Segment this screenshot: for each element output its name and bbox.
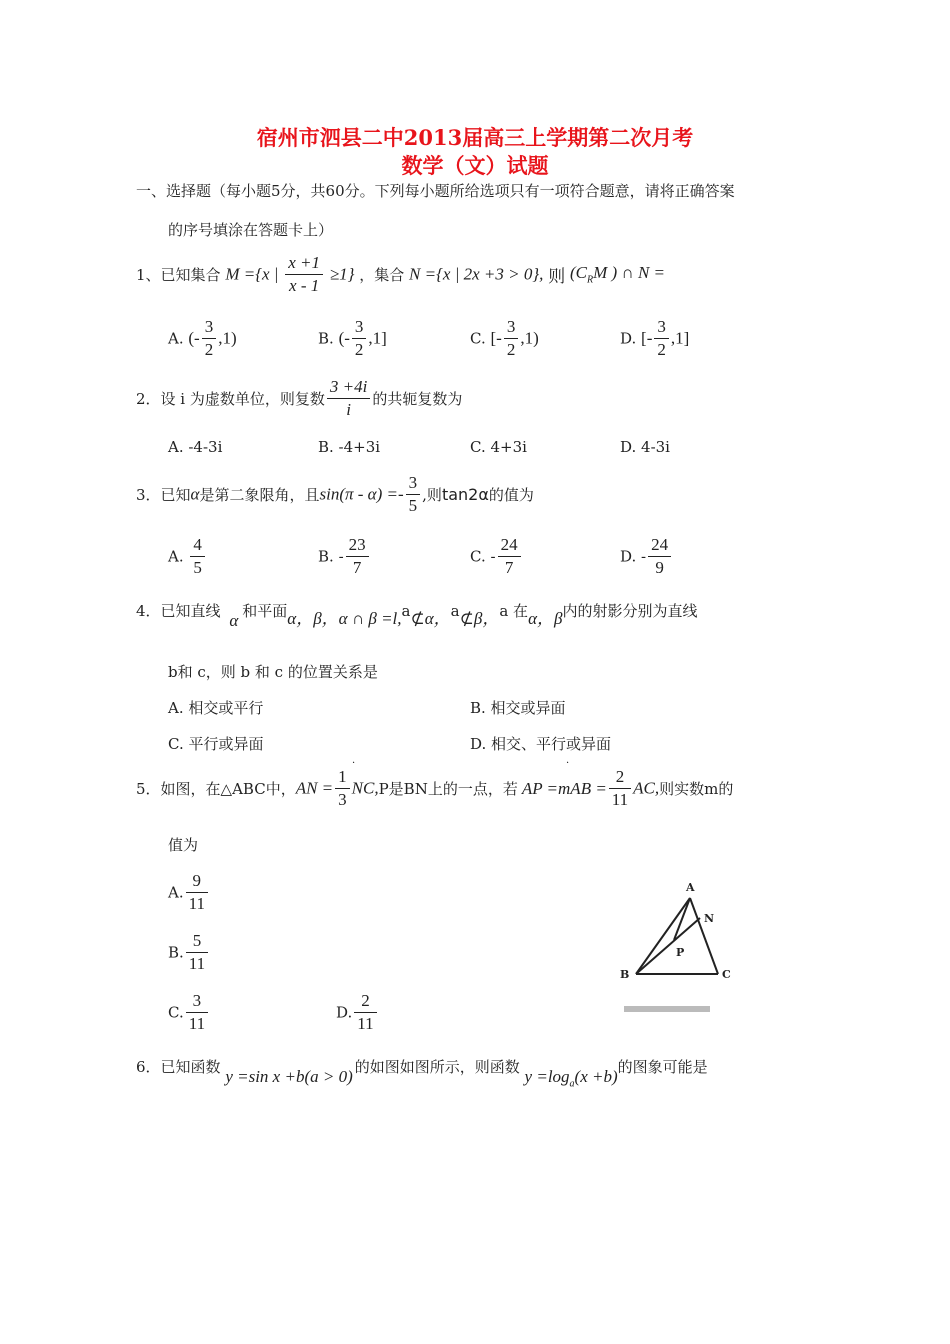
q1-option-c (470, 316, 539, 361)
q3-option-a (168, 534, 207, 579)
q1-opt-post: ,1] (670, 328, 690, 348)
q4-t3: a (450, 602, 460, 620)
q1-opt-den: 2 (506, 340, 516, 359)
question-6 (136, 1056, 708, 1090)
q4-option-a: A. 相交或平行 (168, 699, 264, 717)
q3-opt-den: 5 (193, 558, 202, 577)
q2-option-b: B. -4+3i (318, 438, 381, 456)
q3-fraction (406, 472, 421, 517)
q5-opt-num: 3 (186, 990, 208, 1013)
triangle-figure (612, 876, 742, 1016)
q1-opt-label: D. (620, 329, 637, 348)
q5-ac: AC, (633, 778, 660, 798)
q4-planes: α，β，α ∩ β =l, (287, 609, 402, 628)
q6-func2-b: (x +b) (574, 1067, 618, 1086)
q1-opt-label: A. (168, 329, 184, 348)
q1-frac-den: x - 1 (289, 276, 320, 295)
q5-option-a (168, 870, 210, 915)
q6-func2-a: y =log (524, 1067, 570, 1086)
q1-opt-frac (202, 316, 217, 361)
q3-opt-num: 24 (498, 534, 521, 557)
q3-opt-sign: - (641, 547, 647, 566)
q5-opt-den: 11 (357, 1014, 374, 1033)
q5-opt-num: 9 (186, 870, 208, 893)
question-1 (136, 252, 665, 297)
stray-mark: · (352, 758, 356, 769)
q3-opt-frac (648, 534, 671, 579)
question-4 (136, 596, 698, 630)
q2-prefix: 2．设 i 为虚数单位，则复数 (136, 390, 325, 408)
q1-prefix: 1、已知集合 (136, 266, 221, 284)
q1-opt-label: B. (318, 329, 334, 348)
q1-expr-sub: R (586, 274, 594, 286)
q4-t4: a 在 (499, 602, 529, 620)
q5-suffix: 则实数m的 (659, 780, 734, 798)
q5-frac2 (609, 766, 631, 811)
q2-option-d: D. 4-3i (620, 438, 670, 456)
q4-c2: ⊄β， (459, 609, 500, 628)
q1-opt-post: ,1) (520, 328, 539, 348)
q1-option-a (168, 316, 237, 361)
q4-t1: 和平面 (242, 602, 288, 620)
q1-opt-pre: [- (490, 328, 502, 348)
q3-opt-den: 7 (504, 558, 514, 577)
q1-opt-frac (352, 316, 367, 361)
q5-opt-den: 11 (188, 954, 206, 973)
q5-opt-frac (186, 870, 208, 915)
q5-opt-frac (186, 990, 208, 1035)
q5-line2: 值为 (168, 836, 199, 854)
q2-option-a: A. -4-3i (168, 438, 223, 456)
q1-expr (569, 263, 666, 286)
cropped-caption (624, 1006, 710, 1012)
q5-prefix: 5．如图，在△ABC中， (136, 780, 296, 798)
q3-ze: ,则 (422, 486, 442, 504)
q3-option-d (620, 534, 673, 579)
q1-opt-num: 3 (654, 316, 669, 339)
edge-ab (636, 898, 690, 974)
section-heading: 一、选择题（每小题5分，共60分。下列每小题所给选项只有一项符合题意，请将正确答案 (136, 182, 735, 200)
question-3 (136, 472, 534, 517)
q3-opt-label: C. (470, 547, 486, 566)
q5-opt-label: D. (336, 1003, 353, 1022)
q2-frac-den: i (346, 400, 351, 419)
q3-option-b (318, 534, 371, 579)
vertex-label-p: P (676, 946, 685, 959)
question-2 (136, 376, 462, 421)
doc-title: 宿州市泗县二中2013届高三上学期第二次月考 (256, 125, 694, 150)
q3-tan: tan2α (441, 485, 489, 504)
q5-opt-den: 11 (188, 1014, 206, 1033)
q3-mid: 是第二象限角，且 (199, 486, 320, 504)
segment-bn (636, 918, 700, 974)
q1-opt-pre: (- (338, 328, 350, 348)
q1-expr-a: (C (569, 263, 587, 283)
q1-opt-num: 3 (202, 316, 217, 339)
q6-mid: 的如图如图所示，则函数 (354, 1058, 520, 1076)
q3-opt-label: B. (318, 547, 334, 566)
q5-frac1-den: 3 (338, 790, 347, 809)
q1-opt-frac (504, 316, 519, 361)
q5-opt-label: B. (168, 943, 184, 962)
q4-alpha: α (229, 611, 239, 630)
q1-mid: ，集合 (359, 266, 405, 284)
q3-opt-num: 4 (190, 534, 205, 557)
edge-ac (690, 898, 718, 974)
q4-option-d: D. 相交、平行或异面 (470, 735, 612, 753)
q1-opt-num: 3 (504, 316, 519, 339)
q6-suffix: 的图象可能是 (617, 1058, 708, 1076)
q3-opt-den: 9 (655, 558, 664, 577)
q5-opt-label: A. (168, 883, 184, 902)
q3-opt-label: A. (168, 547, 184, 566)
q1-opt-frac (654, 316, 669, 361)
q3-opt-frac (346, 534, 369, 579)
q1-option-b (318, 316, 387, 361)
vertex-label-a: A (686, 881, 695, 894)
q5-opt-den: 11 (188, 894, 205, 913)
q1-opt-post: ,1) (218, 328, 237, 348)
q4-option-b: B. 相交或异面 (470, 699, 566, 717)
q5-opt-frac (354, 990, 376, 1035)
q1-opt-pre: (- (188, 328, 200, 348)
section-heading-cont: 的序号填涂在答题卡上） (168, 221, 334, 239)
vertex-label-b: B (620, 968, 630, 981)
q1-opt-label: C. (470, 329, 486, 348)
q3-opt-label: D. (620, 547, 637, 566)
q1-opt-post: ,1] (368, 328, 387, 348)
q3-opt-num: 23 (346, 534, 369, 557)
q3-prefix: 3．已知 (136, 486, 191, 504)
q3-opt-num: 24 (648, 534, 671, 557)
q1-set-m: M ={x | (225, 264, 279, 284)
q5-opt-num: 5 (186, 930, 208, 953)
q2-suffix: 的共轭复数为 (372, 390, 463, 408)
q5-frac1-num: 1 (335, 766, 350, 789)
q5-opt-num: 2 (354, 990, 376, 1013)
q5-option-b (168, 930, 210, 975)
q5-opt-frac (186, 930, 208, 975)
q3-opt-den: 7 (352, 558, 362, 577)
q5-frac1 (335, 766, 350, 811)
q1-opt-den: 2 (204, 340, 214, 359)
q4-t2: a (401, 602, 411, 620)
q1-set-m-end: ≥1} (329, 264, 355, 284)
q1-opt-num: 3 (352, 316, 367, 339)
q5-option-d (336, 990, 379, 1035)
q4-line2: b和 c，则 b 和 c 的位置关系是 (168, 663, 378, 681)
q5-opt-label: C. (168, 1003, 184, 1022)
q3-alpha: α (190, 484, 200, 504)
q5-mid: P是BN上的一点，若 (378, 780, 518, 798)
q5-nc: NC, (351, 778, 379, 798)
q5-ap: AP =mAB = (521, 778, 607, 798)
stray-mark: · (566, 758, 570, 769)
q1-opt-pre: [- (641, 328, 653, 348)
q2-fraction (327, 376, 370, 421)
q1-option-d (620, 316, 689, 361)
q5-option-c (168, 990, 210, 1035)
q3-option-c (470, 534, 523, 579)
q5-frac2-num: 2 (609, 766, 631, 789)
q1-ze: 则 (548, 267, 566, 286)
q1-frac-num: x +1 (285, 252, 323, 275)
q3-sin: sin(π - α) =- (319, 484, 404, 504)
q4-t5: 内的射影分别为直线 (562, 602, 698, 620)
q6-func2 (524, 1067, 618, 1090)
q6-func2-sub: a (569, 1078, 575, 1090)
q1-fraction (285, 252, 323, 297)
q6-prefix: 6．已知函数 (136, 1058, 221, 1076)
q2-frac-num: 3 +4i (327, 376, 370, 399)
q4-prefix: 4．已知直线 (136, 602, 221, 620)
q4-a3: α，β (528, 609, 563, 628)
q3-opt-frac (498, 534, 521, 579)
q3-frac-num: 3 (406, 472, 421, 495)
q2-option-c: C. 4+3i (470, 438, 527, 456)
doc-subtitle: 数学（文）试题 (401, 153, 549, 178)
q3-opt-sign: - (490, 547, 496, 566)
q4-option-c: C. 平行或异面 (168, 735, 264, 753)
vertex-label-c: C (722, 968, 731, 981)
vertex-label-n: N (704, 912, 715, 925)
q1-expr-b: M ) ∩ N = (593, 263, 666, 283)
q4-c1: ⊄α， (410, 609, 451, 628)
q6-func1: y =sin x +b(a > 0) (225, 1067, 353, 1086)
q3-opt-sign: - (338, 547, 344, 566)
q5-frac2-den: 11 (611, 790, 629, 809)
q1-opt-den: 2 (657, 340, 666, 359)
q3-suffix: 的值为 (488, 486, 534, 504)
q1-opt-den: 2 (354, 340, 364, 359)
q3-frac-den: 5 (408, 496, 418, 515)
question-5 (136, 766, 733, 811)
q5-an: AN = (295, 778, 334, 798)
q1-set-n: N ={x | 2x +3 > 0}, (409, 264, 544, 284)
q3-opt-frac (190, 534, 205, 579)
